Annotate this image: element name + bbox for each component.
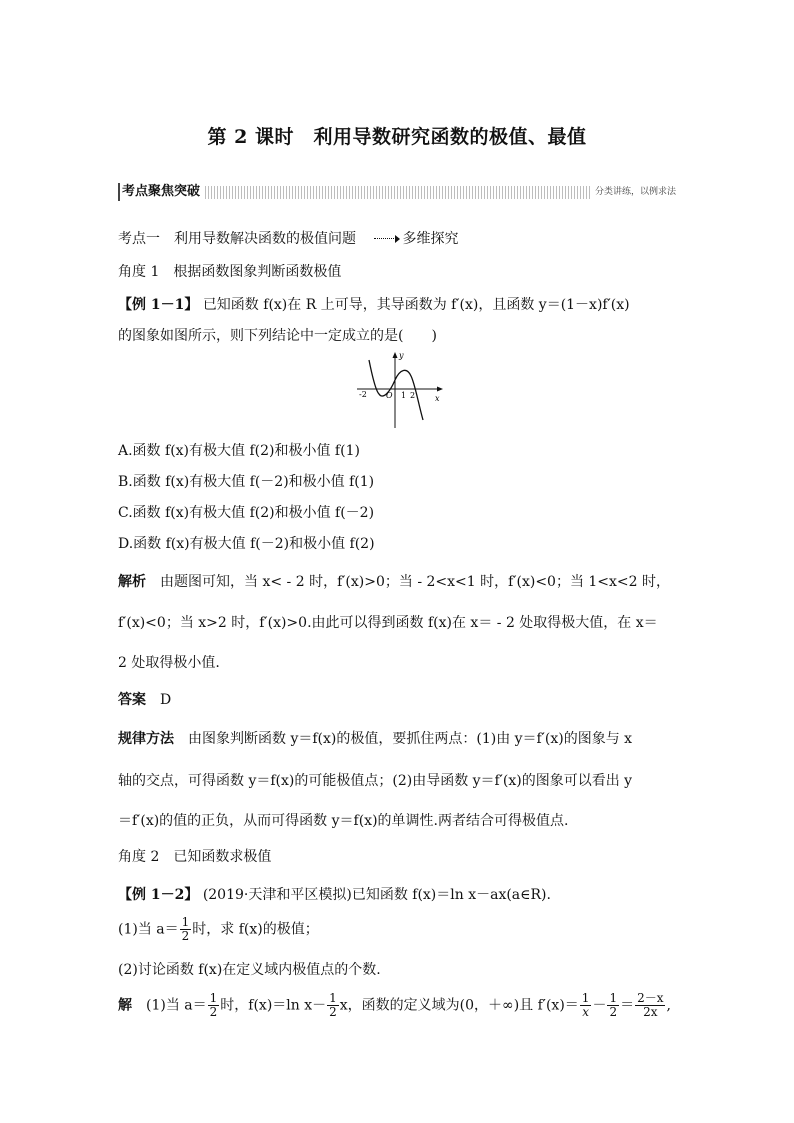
option-d: D.函数 f(x)有极大值 f(－2)和极小值 f(2): [118, 536, 375, 552]
option-c: C.函数 f(x)有极大值 f(2)和极小值 f(－2): [118, 505, 375, 521]
kaodian-label: 考点一 利用导数解决函数的极值问题: [118, 231, 356, 247]
frac-den: 2: [209, 1005, 218, 1019]
page-title: 第 2 课时 利用导数研究函数的极值、最值: [207, 126, 587, 148]
section-bar-label: 考点聚焦突破: [118, 183, 204, 201]
solution2-line1: [118, 992, 671, 1019]
tick-label: -2: [359, 390, 367, 399]
frac-num: 1: [209, 991, 218, 1005]
x-label: x: [435, 394, 440, 403]
tick-label: 1: [401, 391, 407, 400]
dotted-arrow-icon: [374, 235, 400, 243]
solution1-label: 解析: [118, 574, 146, 590]
q1-post: 时，求 f(x)的极值；: [192, 921, 319, 938]
frac-num: 1: [181, 915, 190, 929]
sol2-part: x，函数的定义域为(0，＋∞)且 f′(x)＝: [339, 997, 579, 1014]
example2-text: (2019·天津和平区模拟)已知函数 f(x)＝ln x－ax(a∈R).: [202, 887, 551, 903]
example1-label: 【例 1－1】: [118, 297, 199, 313]
example1-text1: 已知函数 f(x)在 R 上可导，其导函数为 f′(x)，且函数 y＝(1－x)f′(x): [202, 297, 630, 313]
solution1-line1: [118, 571, 670, 591]
solution1-line3: 2 处取得极小值.: [118, 655, 220, 671]
method-line1: [118, 728, 632, 748]
frac-den: 2x: [643, 1005, 658, 1019]
frac-den: 2: [609, 1005, 618, 1019]
example2-label: 【例 1－2】: [118, 887, 199, 903]
fraction-half: [327, 992, 339, 1019]
solution1-line2: f′(x)<0；当 x>2 时，f′(x)>0.由此可以得到函数 f(x)在 x＝ - 2 处取得极大值，在 x＝: [118, 615, 658, 631]
fraction-derivative: [635, 992, 665, 1019]
frac-den: 2: [329, 1005, 337, 1019]
frac-num: 2－x: [637, 991, 664, 1005]
section-bar-subtitle: 分类讲练，以例求法: [591, 183, 678, 201]
frac-den: 2: [181, 929, 190, 943]
sol2-part: －: [592, 997, 607, 1014]
option-b: B.函数 f(x)有极大值 f(－2)和极小值 f(1): [118, 474, 375, 490]
frac-num: 1: [609, 991, 618, 1005]
fraction-half: [607, 992, 619, 1019]
x-axis-arrow-icon: [437, 387, 443, 392]
answer1-label: 答案: [118, 692, 146, 708]
example1-line1: [118, 294, 630, 314]
answer1-value: D: [160, 692, 172, 708]
sol2-part: ＝: [620, 997, 635, 1014]
example1-line2: 的图象如图所示，则下列结论中一定成立的是( ): [118, 328, 437, 344]
origin-label: O: [386, 391, 393, 400]
q1-pre: (1)当 a＝: [118, 921, 179, 938]
example2-q1: [118, 916, 319, 943]
option-a: A.函数 f(x)有极大值 f(2)和极小值 f(1): [118, 443, 360, 459]
y-label: y: [399, 351, 404, 360]
fraction-one-over-x: [580, 992, 592, 1019]
frac-den: x: [582, 1005, 589, 1019]
fraction-half: [208, 992, 220, 1019]
y-axis-arrow-icon: [393, 352, 398, 358]
fraction-half: [180, 916, 192, 943]
example2-q2: (2)讨论函数 f(x)在定义域内极值点的个数.: [118, 962, 381, 978]
solution2-label: 解: [118, 997, 132, 1014]
frac-num: 1: [581, 991, 590, 1005]
angle2-heading: 角度 2 已知函数求极值: [118, 849, 272, 865]
method-line2: 轴的交点，可得函数 y＝f(x)的可能极值点；(2)由导函数 y＝f′(x)的图象可以看出 y: [118, 773, 633, 789]
answer1: [118, 689, 171, 709]
derivative-graph: [355, 350, 445, 430]
method-text1: 由图象判断函数 y＝f(x)的极值，要抓住两点：(1)由 y＝f′(x)的图象与 x: [188, 731, 633, 747]
example2-line1: [118, 884, 551, 904]
angle1-heading: 角度 1 根据函数图象判断函数极值: [118, 264, 342, 280]
section-bar: [118, 183, 678, 201]
curve: [369, 360, 423, 420]
frac-num: 1: [329, 991, 337, 1005]
solution1-text1: 由题图可知，当 x< - 2 时，f′(x)>0；当 - 2<x<1 时，f′(x)<0；当 1<x<2 时，: [160, 574, 671, 590]
tick-label: 2: [410, 391, 416, 400]
method-line3: ＝f′(x)的值的正负，从而可得函数 y＝f(x)的单调性.两者结合可得极值点.: [118, 813, 569, 829]
sol2-part: 时，f(x)＝ln x－: [220, 997, 327, 1014]
sol2-part: ,: [666, 997, 671, 1014]
kaodian-heading: [118, 228, 458, 248]
method-label: 规律方法: [118, 731, 174, 747]
sol2-part: (1)当 a＝: [146, 997, 207, 1014]
kaodian-tag: 多维探究: [402, 231, 459, 247]
